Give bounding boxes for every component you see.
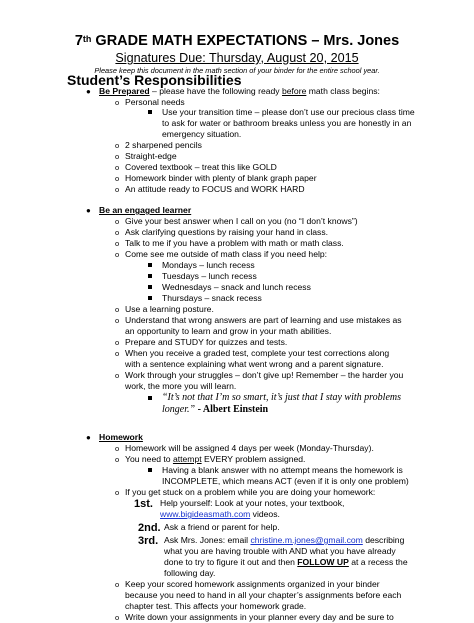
list-item: Personal needs — [125, 97, 185, 107]
list-item: When you receive a graded test, complete your test corrections along — [125, 348, 390, 358]
circle-bullet-icon: o — [115, 316, 120, 325]
list-item: what you are having trouble with AND what you have already — [164, 546, 396, 556]
circle-bullet-icon: o — [115, 185, 120, 194]
square-bullet-icon — [148, 296, 152, 300]
list-item: Talk to me if you have a problem with math or math class. — [125, 238, 344, 248]
circle-bullet-icon: o — [115, 613, 120, 622]
square-bullet-icon — [148, 263, 152, 267]
einstein-quote-line-2: longer.” - Albert Einstein — [162, 404, 269, 415]
bullet-icon: ● — [86, 87, 91, 96]
circle-bullet-icon: o — [115, 488, 120, 497]
list-item: You need to attempt EVERY problem assigned. — [125, 454, 306, 464]
bullet-icon: ● — [86, 433, 91, 442]
list-item: 2 sharpened pencils — [125, 140, 202, 150]
list-item: Use your transition time – please don’t use our precious class time — [162, 107, 415, 117]
bullet-icon: ● — [86, 206, 91, 215]
circle-bullet-icon: o — [115, 239, 120, 248]
square-bullet-icon — [148, 274, 152, 278]
circle-bullet-icon: o — [115, 338, 120, 347]
list-item: Tuesdays – lunch recess — [162, 271, 257, 281]
engaged-learner-title: Be an engaged learner — [99, 205, 192, 215]
list-item: Ask clarifying questions by raising your hand in class. — [125, 227, 329, 237]
list-item: because you need to hand in all your chapter’s assignments before each — [125, 590, 402, 600]
list-item: INCOMPLETE, which means ACT (even if it is only one problem) — [162, 476, 409, 486]
list-item: with a sentence explaining what went wrong and a parent signature. — [125, 359, 384, 369]
list-item: following day. — [164, 568, 216, 578]
list-item: Give your best answer when I call on you (no “I don’t knows”) — [125, 216, 358, 226]
list-item: an opportunity to learn and grow in your math abilities. — [125, 326, 332, 336]
square-bullet-icon — [148, 285, 152, 289]
circle-bullet-icon: o — [115, 455, 120, 464]
list-item: work, the more you will learn. — [125, 381, 237, 391]
list-item: Ask Mrs. Jones: email christine.m.jones@gmail.com describing — [164, 535, 405, 545]
email-link[interactable]: christine.m.jones@gmail.com — [250, 535, 363, 545]
bigideasmath-link[interactable]: www.bigideasmath.com — [160, 509, 251, 519]
circle-bullet-icon: o — [115, 305, 120, 314]
circle-bullet-icon: o — [115, 163, 120, 172]
list-item: Covered textbook – treat this like GOLD — [125, 162, 277, 172]
keep-document-note: Please keep this document in the math section of your binder for the entire school year. — [94, 66, 380, 75]
section-heading: Student’s Responsibilities — [67, 72, 242, 88]
list-item: Homework will be assigned 4 days per week (Monday-Thursday). — [125, 443, 374, 453]
circle-bullet-icon: o — [115, 371, 120, 380]
list-item: Homework binder with plenty of blank graph paper — [125, 173, 317, 183]
list-item: Understand that wrong answers are part of learning and use mistakes as — [125, 315, 402, 325]
list-item: Help yourself: Look at your notes, your textbook, — [160, 498, 345, 508]
circle-bullet-icon: o — [115, 228, 120, 237]
list-item: Wednesdays – snack and lunch recess — [162, 282, 311, 292]
circle-bullet-icon: o — [115, 580, 120, 589]
list-item: Straight-edge — [125, 151, 177, 161]
list-item: chapter test. This affects your homework grade. — [125, 601, 307, 611]
list-item: Keep your scored homework assignments organized in your binder — [125, 579, 380, 589]
list-item: Ask a friend or parent for help. — [164, 522, 280, 532]
homework-title: Homework — [99, 432, 143, 442]
einstein-quote-line-1: “It’s not that I’m so smart, it’s just that I stay with problems — [162, 392, 402, 403]
list-item: If you get stuck on a problem while you are doing your homework: — [125, 487, 376, 497]
square-bullet-icon — [148, 110, 152, 114]
list-item: Write down your assignments in your planner every day and be sure to — [125, 612, 394, 622]
list-item: to ask for water or bathroom breaks unless you are honestly in an — [162, 118, 412, 128]
circle-bullet-icon: o — [115, 152, 120, 161]
list-item: Having a blank answer with no attempt means the homework is — [162, 465, 403, 475]
step-label: 3rd. — [138, 535, 159, 547]
list-item: www.bigideasmath.com videos. — [160, 509, 280, 519]
list-item: done to try to figure it out and then FOLLOW UP at a recess the — [164, 557, 408, 567]
square-bullet-icon — [148, 396, 152, 400]
page-title: 7th GRADE MATH EXPECTATIONS – Mrs. Jones — [74, 33, 400, 49]
list-item: emergency situation. — [162, 129, 242, 139]
circle-bullet-icon: o — [115, 250, 120, 259]
circle-bullet-icon: o — [115, 174, 120, 183]
circle-bullet-icon: o — [115, 98, 120, 107]
step-label: 1st. — [134, 498, 153, 510]
be-prepared-intro: Be Prepared – please have the following ready before math class begins: — [99, 86, 380, 96]
list-item: Use a learning posture. — [125, 304, 214, 314]
square-bullet-icon — [148, 468, 152, 472]
list-item: Work through your struggles – don’t give up! Remember – the harder you — [125, 370, 404, 380]
circle-bullet-icon: o — [115, 444, 120, 453]
list-item: Thursdays – snack recess — [162, 293, 262, 303]
circle-bullet-icon: o — [115, 217, 120, 226]
circle-bullet-icon: o — [115, 141, 120, 150]
list-item: Prepare and STUDY for quizzes and tests. — [125, 337, 288, 347]
step-label: 2nd. — [138, 522, 161, 534]
list-item: Mondays – lunch recess — [162, 260, 255, 270]
signatures-due: Signatures Due: Thursday, August 20, 2015 — [115, 51, 359, 65]
circle-bullet-icon: o — [115, 349, 120, 358]
list-item: Come see me outside of math class if you need help: — [125, 249, 328, 259]
list-item: An attitude ready to FOCUS and WORK HARD — [125, 184, 305, 194]
